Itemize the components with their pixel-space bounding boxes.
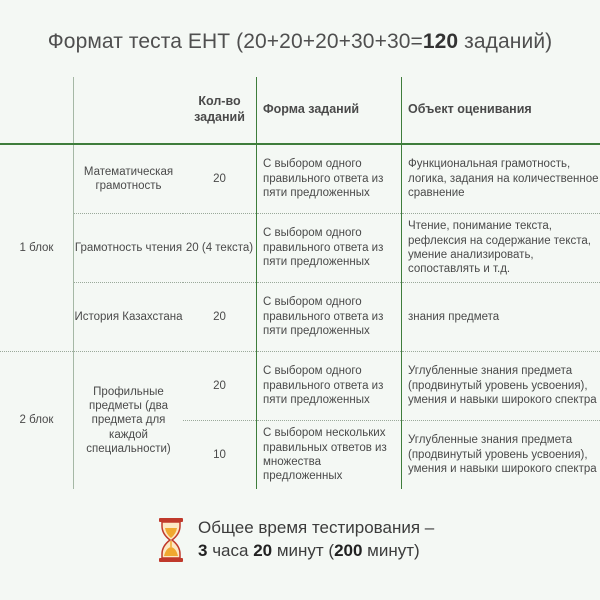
ent-format-table <box>0 77 600 489</box>
form-cell: С выбором одного правильного ответа из пяти предложенных <box>257 144 402 214</box>
table-row <box>0 144 600 214</box>
block-label: 2 блок <box>0 352 74 490</box>
total-time-note <box>158 512 434 568</box>
page-title: Формат теста ЕНТ (20+20+20+30+30=120 заданий) <box>47 30 553 53</box>
object-cell: знания предмета <box>402 283 600 352</box>
total-time-label: Общее время тестирования – <box>198 518 435 538</box>
count-cell: 20 <box>183 144 257 214</box>
form-cell: С выбором одного правильного ответа из пяти предложенных <box>257 214 402 283</box>
table-header-row <box>0 77 600 144</box>
total-time-value: 3 часа 20 минут (200 минут) <box>198 541 420 560</box>
header-form: Форма заданий <box>257 77 402 144</box>
table-row <box>0 214 600 283</box>
table-row <box>0 283 600 352</box>
form-cell: С выбором нескольких правильных ответов из множества предложенных <box>257 421 402 490</box>
form-cell: С выбором одного правильного ответа из пяти предложенных <box>257 283 402 352</box>
count-cell: 20 <box>183 352 257 421</box>
object-cell: Чтение, понимание текста, рефлексия на содержание текста, умение анализировать, сопоставлять и т.д. <box>402 214 600 283</box>
object-cell: Углубленные знания предмета (продвинутый уровень усвоения), умения и навыки широкого спектра <box>402 352 600 421</box>
object-cell: Функциональная грамотность, логика, задания на количественное сравнение <box>402 144 600 214</box>
total-tasks-number: 120 <box>422 30 459 53</box>
subject-cell: Профильные предметы (два предмета для каждой специальности) <box>86 385 171 456</box>
table-row <box>0 352 600 421</box>
count-cell: 20 (4 текста) <box>183 214 257 283</box>
header-count: Кол-во заданий <box>183 77 257 144</box>
form-cell: С выбором одного правильного ответа из пяти предложенных <box>257 352 402 421</box>
object-cell: Углубленные знания предмета (продвинутый уровень усвоения), умения и навыки широкого спектра <box>402 421 600 490</box>
subject-cell: Математическая грамотность <box>74 144 184 214</box>
header-object: Объект оценивания <box>402 77 600 144</box>
hourglass-icon <box>158 517 184 563</box>
count-cell: 20 <box>183 283 257 352</box>
subject-cell: История Казахстана <box>74 283 184 352</box>
block-label: 1 блок <box>0 144 74 352</box>
subject-cell: Грамотность чтения <box>74 214 184 283</box>
count-cell: 10 <box>213 448 226 461</box>
